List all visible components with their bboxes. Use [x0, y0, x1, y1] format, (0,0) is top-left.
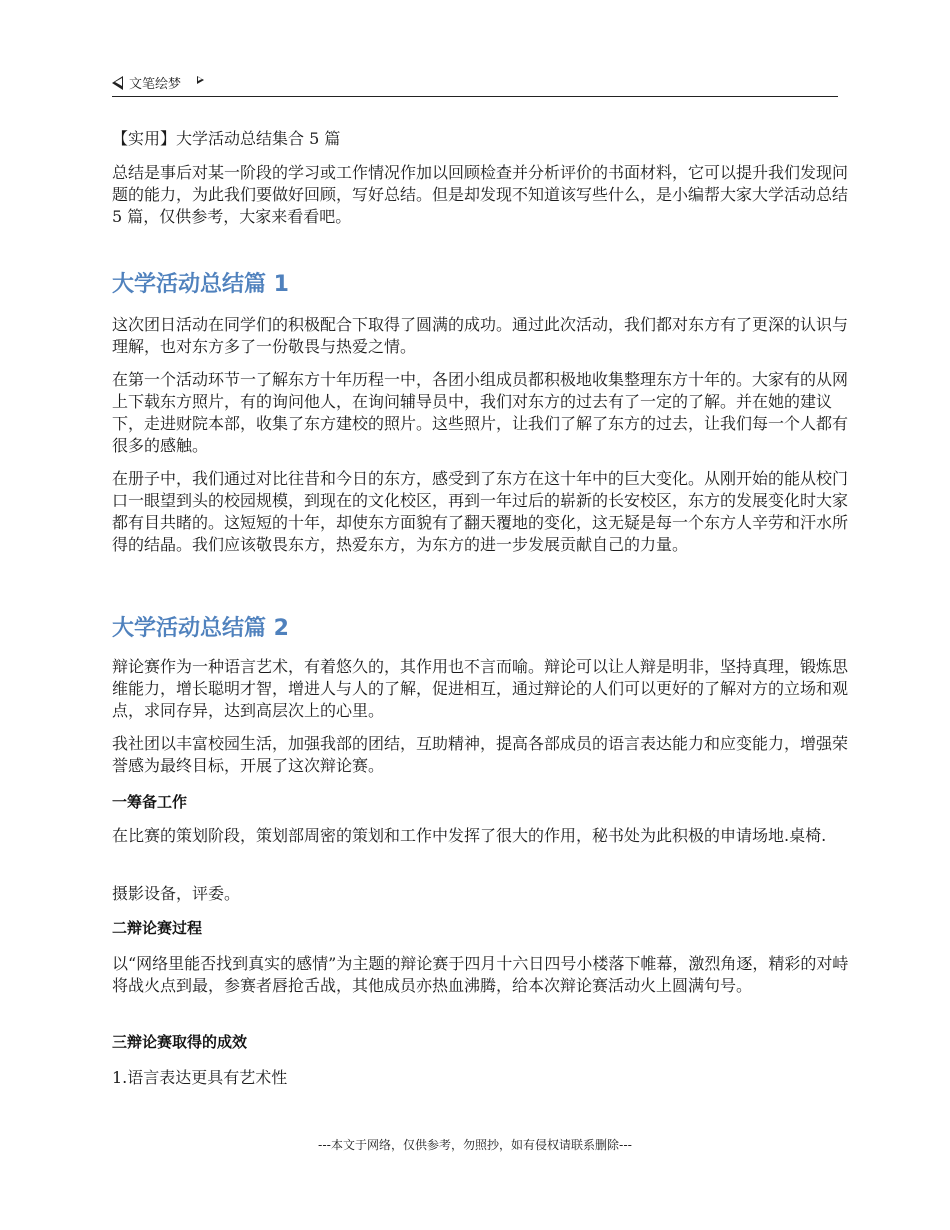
section-2-heading: 大学活动总结篇 2	[112, 616, 289, 641]
section-2-subheading-1: 一筹备工作	[112, 793, 188, 811]
brand-name: 文笔绘梦	[129, 77, 182, 92]
section-2-paragraph-5: 以“网络里能否找到真实的感情”为主题的辩论赛于四月十六日四号小楼落下帷幕，激烈角逐，精彩的对峙将战火点到最，参赛者唇抢舌战，其他成员亦热血沸腾，给本次辩论赛活动火上圆满句号。	[112, 954, 849, 995]
triangle-right-icon	[197, 76, 204, 84]
document-title: 【实用】大学活动总结集合 5 篇	[112, 129, 341, 148]
section-2-subheading-2: 二辩论赛过程	[112, 919, 203, 937]
section-2-paragraph-4: 摄影设备，评委。	[112, 884, 241, 903]
section-2-subheading-3: 三辩论赛取得的成效	[112, 1033, 248, 1051]
page-header	[112, 70, 838, 97]
section-2-paragraph-3: 在比赛的策划阶段，策划部周密的策划和工作中发挥了很大的作用，秘书处为此积极的申请场地.桌椅.	[112, 826, 827, 845]
section-2-paragraph-2: 我社团以丰富校园生活，加强我部的团结，互助精神，提高各部成员的语言表达能力和应变能力，增强荣誉感为最终目标，开展了这次辩论赛。	[112, 734, 849, 775]
triangle-left-icon	[112, 76, 123, 90]
intro-paragraph: 总结是事后对某一阶段的学习或工作情况作加以回顾检查并分析评价的书面材料，它可以提升我们发现问题的能力，为此我们要做好回顾，写好总结。但是却发现不知道该写些什么，是小编帮大家大学活动总结 5 篇，仅供参考，大家来看看吧。	[112, 163, 849, 226]
section-1-paragraph-2: 在第一个活动环节一了解东方十年历程一中，各团小组成员都积极地收集整理东方十年的。大家有的从网上下载东方照片，有的询问他人，在询问辅导员中，我们对东方的过去有了一定的了解。并在她的建议下，走进财院本部，收集了东方建校的照片。这些照片，让我们了解了东方的过去，让我们每一个人都有很多的感触。	[112, 370, 849, 455]
section-1-paragraph-3: 在册子中，我们通过对比往昔和今日的东方，感受到了东方在这十年中的巨大变化。从刚开始的能从校门口一眼望到头的校园规模，到现在的文化校区，再到一年过后的崭新的长安校区，东方的发展变化时大家都有目共睹的。这短短的十年，却使东方面貌有了翻天覆地的变化，这无疑是每一个东方人辛劳和汗水所得的结晶。我们应该敬畏东方，热爱东方，为东方的进一步发展贡献自己的力量。	[112, 469, 849, 554]
section-2-paragraph-6: 1.语言表达更具有艺术性	[112, 1068, 288, 1087]
footer-disclaimer: ---本文于网络，仅供参考，勿照抄，如有侵权请联系删除---	[318, 1138, 632, 1152]
section-2-paragraph-1: 辩论赛作为一种语言艺术，有着悠久的，其作用也不言而喻。辩论可以让人辩是明非，坚持真理，锻炼思维能力，增长聪明才智，增进人与人的了解，促进相互，通过辩论的人们可以更好的了解对方的立场和观点，求同存异，达到高层次上的心里。	[112, 657, 849, 720]
section-1-paragraph-1: 这次团日活动在同学们的积极配合下取得了圆满的成功。通过此次活动，我们都对东方有了更深的认识与理解，也对东方多了一份敬畏与热爱之情。	[112, 315, 849, 356]
brand	[112, 73, 204, 92]
section-1-heading: 大学活动总结篇 1	[112, 272, 289, 297]
